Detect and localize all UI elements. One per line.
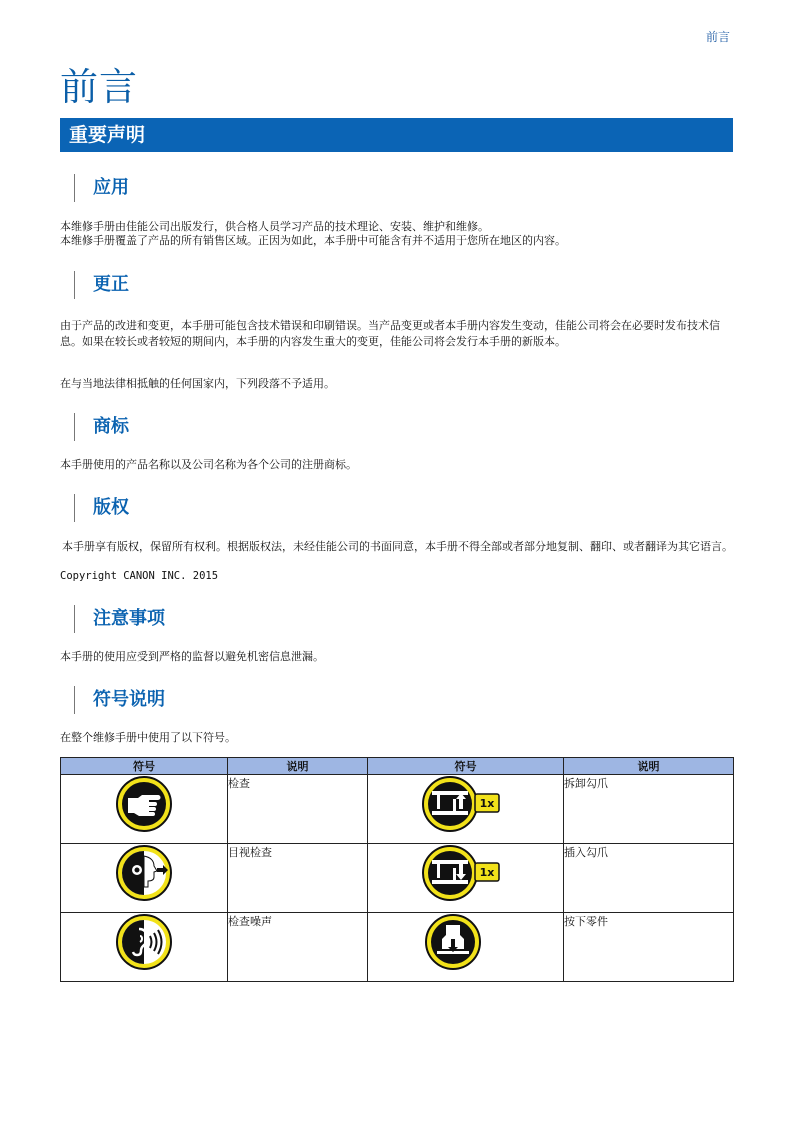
table-row — [61, 844, 734, 913]
symbol-cell — [61, 913, 228, 982]
remove-claw-icon — [421, 775, 511, 833]
table-row — [61, 775, 734, 844]
heading-correction: 更正 — [74, 271, 129, 299]
header-description: 说明 — [564, 758, 734, 775]
header-symbol: 符号 — [368, 758, 564, 775]
symbol-cell — [61, 844, 228, 913]
correction-note: 在与当地法律相抵触的任何国家内，下列段落不予适用。 — [60, 377, 335, 390]
description-cell: 检查噪声 — [228, 913, 368, 982]
section-banner: 重要声明 — [60, 118, 733, 152]
trademark-text: 本手册使用的产品名称以及公司名称为各个公司的注册商标。 — [60, 458, 357, 471]
header-symbol: 符号 — [61, 758, 228, 775]
symbol-cell — [368, 844, 564, 913]
application-line-2: 本维修手册覆盖了产品的所有销售区域。正因为如此，本手册中可能含有并不适用于您所在地区的内容。 — [60, 234, 566, 247]
page-title: 前言 — [60, 65, 139, 109]
correction-paragraph: 由于产品的改进和变更，本手册可能包含技术错误和印刷错误。当产品变更或者本手册内容发生变动，佳能公司将会在必要时发布技术信息。如果在较长或者较短的期间内，本手册的内容发生重大的变更，佳能公司将会发行本手册的新版本。 — [60, 319, 720, 348]
symbol-table — [60, 757, 734, 982]
heading-caution: 注意事项 — [74, 605, 165, 633]
running-header: 前言 — [705, 30, 730, 44]
description-cell: 插入勾爪 — [564, 844, 734, 913]
symbols-intro: 在整个维修手册中使用了以下符号。 — [60, 731, 236, 744]
description-cell: 目视检查 — [228, 844, 368, 913]
copyright-notice: Copyright CANON INC. 2015 — [60, 570, 219, 582]
heading-copyright: 版权 — [74, 494, 129, 522]
symbol-cell — [368, 775, 564, 844]
symbol-cell — [61, 775, 228, 844]
push-part-icon — [424, 913, 482, 971]
description-cell: 按下零件 — [564, 913, 734, 982]
caution-text: 本手册的使用应受到严格的监督以避免机密信息泄漏。 — [60, 650, 324, 663]
symbol-cell — [368, 913, 564, 982]
symbol-table-header — [61, 758, 734, 775]
insert-claw-icon — [421, 844, 511, 902]
heading-application: 应用 — [74, 174, 129, 202]
check-icon — [115, 775, 173, 833]
heading-symbols: 符号说明 — [74, 686, 165, 714]
check-noise-icon — [115, 913, 173, 971]
visual-check-icon — [115, 844, 173, 902]
copyright-text: 本手册享有版权，保留所有权利。根据版权法，未经佳能公司的书面同意，本手册不得全部或者部分地复制、翻印、或者翻译为其它语言。 — [62, 540, 733, 553]
table-row — [61, 913, 734, 982]
application-line-1: 本维修手册由佳能公司出版发行，供合格人员学习产品的技术理论、安装、维护和维修。 — [60, 220, 489, 233]
header-description: 说明 — [228, 758, 368, 775]
heading-trademark: 商标 — [74, 413, 129, 441]
badge-label: 1x — [479, 866, 494, 879]
description-cell: 检查 — [228, 775, 368, 844]
badge-label: 1x — [479, 797, 494, 810]
description-cell: 拆卸勾爪 — [564, 775, 734, 844]
